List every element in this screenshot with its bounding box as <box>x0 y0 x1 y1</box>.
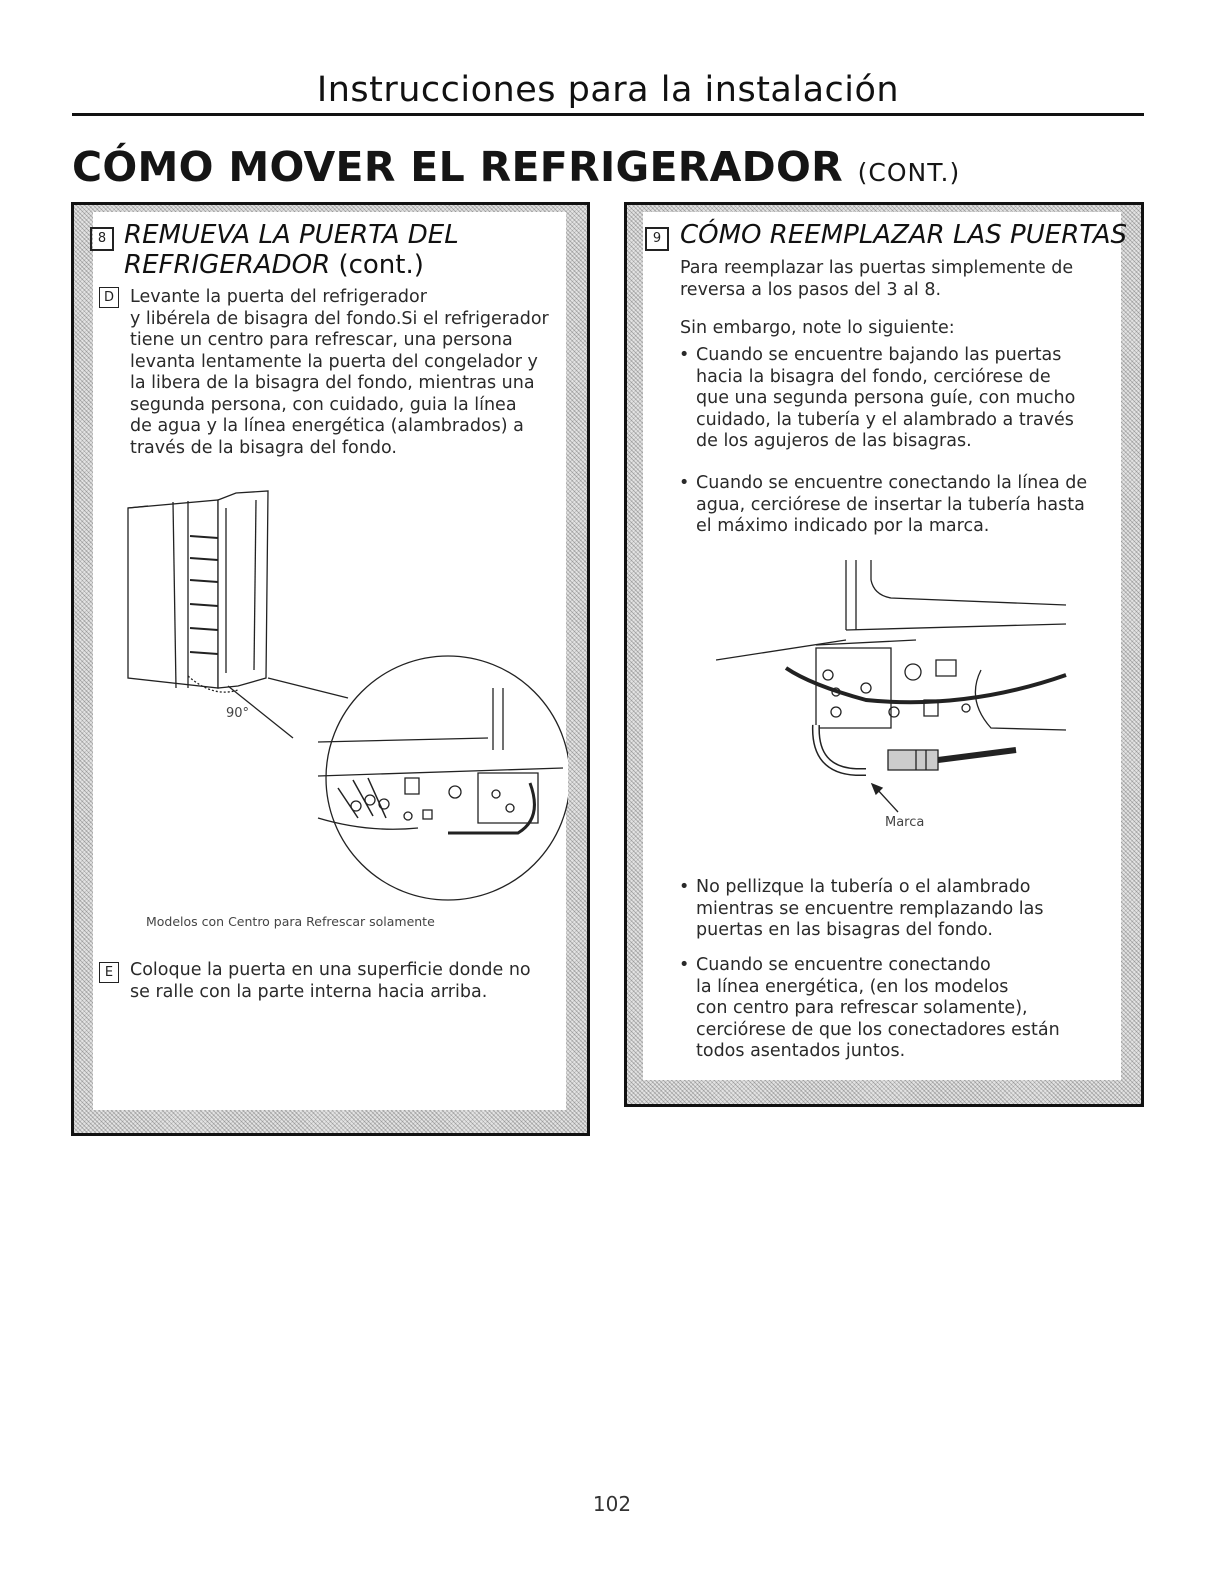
text-line: Para reemplazar las puertas simplemente de <box>680 258 1074 278</box>
text-line: que una segunda persona guíe, con mucho <box>696 388 1076 408</box>
text-line: No pellizque la tubería o el alambrado <box>696 877 1031 897</box>
bullet-dot: • <box>679 877 690 897</box>
text-line: Coloque la puerta en una superficie donde no <box>130 960 531 980</box>
text-line: con centro para refrescar solamente), <box>696 998 1028 1018</box>
right-heading: CÓMO REEMPLAZAR LAS PUERTAS <box>680 220 1128 250</box>
right-note: Sin embargo, note lo siguiente: <box>680 318 955 338</box>
mark-label: Marca <box>885 815 925 830</box>
text-line: cuidado, la tubería y el alambrado a través <box>696 409 1074 430</box>
page-number: 102 <box>592 1492 632 1516</box>
left-heading-cont: (cont.) <box>338 250 424 280</box>
text-line: se ralle con la parte interna hacia arriba. <box>130 981 488 1002</box>
text-line: mientras se encuentre remplazando las <box>696 898 1044 919</box>
text-line: de los agujeros de las bisagras. <box>696 431 972 451</box>
left-heading <box>124 220 459 280</box>
text-line: puertas en las bisagras del fondo. <box>696 920 993 940</box>
page-title <box>72 143 960 191</box>
bullet-item <box>679 877 1044 942</box>
page-title-main: CÓMO MOVER EL REFRIGERADOR <box>72 143 844 191</box>
bullet-item <box>679 345 1076 453</box>
angle-label: 90° <box>226 706 250 721</box>
water-line-figure <box>716 560 1076 820</box>
text-line: través de la bisagra del fondo. <box>130 437 397 458</box>
text-line: y libérela de bisagra del fondo.Si el refrigerador <box>130 308 549 329</box>
bullet-item <box>679 955 1060 1063</box>
left-heading-line2: REFRIGERADOR (cont.) <box>124 250 424 280</box>
text-line: todos asentados juntos. <box>696 1041 906 1061</box>
text-line: agua, cerciórese de insertar la tubería hasta <box>696 494 1085 515</box>
text-line: Cuando se encuentre bajando las puertas <box>696 345 1062 365</box>
bullet-dot: • <box>679 955 690 975</box>
right-intro-text <box>680 258 1073 301</box>
bullet-dot: • <box>679 345 690 365</box>
page-title-cont: (CONT.) <box>857 158 961 187</box>
text-line: el máximo indicado por la marca. <box>696 516 990 536</box>
text-line: cerciórese de que los conectadores están <box>696 1019 1060 1040</box>
text-line: reversa a los pasos del 3 al 8. <box>680 279 942 300</box>
step-d-text <box>130 287 549 459</box>
text-line: levanta lentamente la puerta del congelador y <box>130 351 538 372</box>
text-line: tiene un centro para refrescar, una persona <box>130 330 513 350</box>
bullet-item <box>679 473 1088 538</box>
text-line: segunda persona, con cuidado, guia la línea <box>130 394 517 415</box>
text-line: la libera de la bisagra del fondo, mientras una <box>130 373 535 393</box>
step-d-badge: D <box>99 287 119 308</box>
step-e-text <box>130 960 531 1003</box>
text-line: Cuando se encuentre conectando la línea de <box>696 473 1088 493</box>
text-line: Levante la puerta del refrigerador <box>130 287 427 307</box>
step-8-badge: 8 <box>90 227 114 251</box>
text-line: la línea energética, (en los modelos <box>696 976 1009 997</box>
header-rule <box>72 113 1144 116</box>
text-line: Cuando se encuentre conectando <box>696 955 991 975</box>
text-line: de agua y la línea energética (alambrados) a <box>130 416 524 436</box>
step-9-badge: 9 <box>645 227 669 251</box>
text-line: hacia la bisagra del fondo, cerciórese de <box>696 366 1051 387</box>
bullet-dot: • <box>679 473 690 493</box>
left-heading-line1: REMUEVA LA PUERTA DEL <box>124 220 459 250</box>
header-title: Instrucciones para la instalación <box>316 70 900 110</box>
left-figure-caption: Modelos con Centro para Refrescar solamente <box>146 914 435 929</box>
step-e-badge: E <box>99 962 119 983</box>
refrigerator-door-figure <box>118 488 568 908</box>
